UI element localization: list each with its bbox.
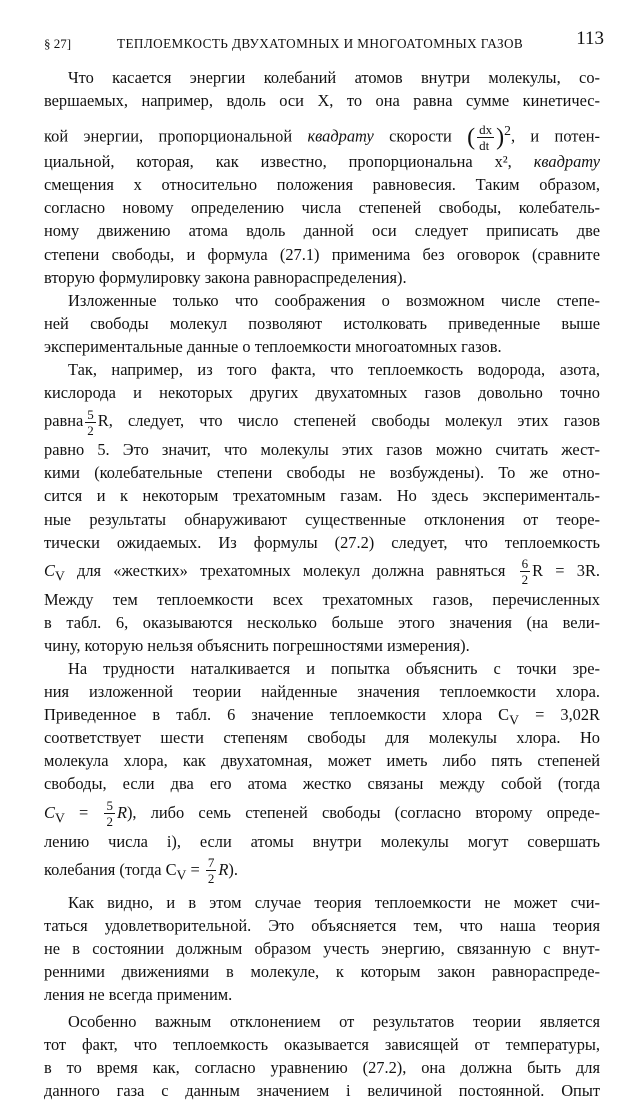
- text-line: вторую формулировку закона равнораспределения).: [44, 267, 407, 287]
- paragraph-5: [44, 891, 600, 1006]
- text-line: ней свободы молекул позволяют истолковать приведенные выше: [44, 313, 600, 333]
- text-line: кими (колебательные степени свободы не возбуждены). То же отно-: [44, 463, 600, 483]
- text-line: вершаемых, например, вдоль оси X, то она равна сумме кинетичес-: [44, 91, 600, 111]
- six-halves-fraction: $\frac{6}{2}$: [521, 556, 529, 588]
- text-line: в то время как, согласно уравнению (27.2), она должна быть для: [44, 1058, 600, 1078]
- text-line: Что касается энергии колебаний атомов внутри молекулы, со-: [68, 68, 600, 87]
- text-line: ния изложенной теории найденные значения теплоемкости хлора.: [44, 682, 600, 702]
- text-line: соответствует шести степеням свободы для молекулы хлора. Но: [44, 728, 600, 748]
- text-line: Особенно важным отклонением от результатов теории является: [68, 1012, 600, 1032]
- text-line: На трудности наталкивается и попытка объяснить с точки зре-: [68, 658, 600, 678]
- paragraph-4: [44, 657, 600, 887]
- text-line: циальной, которая, как известно, пропорциональна x², квадрату: [44, 152, 600, 172]
- running-title: ТЕПЛОЕМКОСТЬ ДВУХАТОМНЫХ И МНОГОАТОМНЫХ ГАЗОВ: [117, 36, 524, 51]
- page-number: 113: [576, 28, 604, 49]
- text-line: ления не всегда применим.: [44, 985, 233, 1004]
- text-line: лению числа i), если атомы внутри молекулы могут совершать: [44, 831, 600, 851]
- text-line: данного газа с данным значением i величиной постоянной. Опыт: [44, 1081, 600, 1101]
- text-line: смещения x относительно положения равновесия. Таким образом,: [44, 175, 600, 195]
- text-line: в табл. 6, оказываются несколько больше этого значения (на вели-: [44, 612, 600, 632]
- text-line: Так, например, из того факта, что теплоемкость водорода, азота,: [68, 360, 600, 380]
- text-line: не в состоянии должным образом учесть энергию, связанную с внут-: [44, 938, 600, 958]
- text-line: кислорода и некоторых других двухатомных газов довольно точно: [44, 383, 600, 403]
- text-line: молекула хлора, как двухатомная, может иметь либо пять степеней: [44, 751, 600, 771]
- five-halves-fraction: $\frac{5}{2}$: [106, 798, 113, 830]
- paragraph-1: [44, 66, 600, 289]
- text-line: свободы, если два его атома жестко связаны между собой (тогда: [44, 774, 600, 794]
- text-line: Между тем теплоемкости всех трехатомных газов, перечисленных: [44, 589, 600, 609]
- text-line: степени свободы, и формула (27.1) применима без оговорок (сравните: [44, 244, 600, 264]
- derivative-fraction: $\frac{dx}{dt}$: [479, 122, 493, 154]
- seven-halves-fraction: $\frac{7}{2}$: [207, 855, 215, 887]
- text-line: колебания (тогда $C_V$ = $\frac{7}{2}$ R).: [44, 855, 238, 887]
- text-line: сится и к некоторым трехатомным газам. Но здесь эксперименталь-: [44, 486, 600, 506]
- text-line: $C_V$ = $\frac{5}{2}$ R), либо семь степеней свободы (согласно второму опреде-: [44, 798, 600, 830]
- text-line: Как видно, и в этом случае теория теплоемкости не может счи-: [68, 892, 600, 912]
- section-marker: § 27]: [44, 36, 72, 51]
- text-line: экспериментальные данные о теплоемкости многоатомных газов.: [44, 336, 502, 356]
- running-header: [44, 30, 604, 56]
- body-text: [44, 66, 600, 1102]
- text-line: тот факт, что теплоемкость оказывается зависящей от температуры,: [44, 1035, 600, 1055]
- text-line: чину, которую нельзя объяснить погрешностями измерения).: [44, 635, 470, 655]
- paragraph-6: [44, 1010, 600, 1102]
- text-line: тически ожидаемых. Из формулы (27.2) следует, что теплоемкость: [44, 532, 600, 552]
- text-line: ные результаты обнаруживают существенные отклонения от теоре-: [44, 509, 600, 529]
- text-line: равна $\frac{5}{2}$ R, следует, что число степеней свободы молекул этих газов: [44, 406, 600, 438]
- text-line: согласно новому определению числа степеней свободы, колебатель-: [44, 198, 600, 218]
- text-line: $C_V$ для «жестких» трехатомных молекул должна равняться $\frac{6}{2}$ R = 3R.: [44, 556, 600, 588]
- text-line: равно 5. Это значит, что молекулы этих газов можно считать жест-: [44, 440, 600, 460]
- text-line: ному движению атома вдоль данной оси следует приписать две: [44, 221, 600, 241]
- paragraph-3: [44, 358, 600, 657]
- text-line: Приведенное в табл. 6 значение теплоемкости хлора $C_V = 3,02R$: [44, 705, 600, 728]
- text-line: кой энергии, пропорциональной квадрату скорости ( $\frac{dx}{dt}$ )$^2$, и потен-: [44, 122, 600, 154]
- text-line: Изложенные только что соображения о возможном числе степе-: [68, 290, 600, 310]
- paragraph-2: [44, 289, 600, 358]
- five-halves-fraction: $\frac{5}{2}$: [87, 406, 94, 438]
- text-line: ренними движениями в молекуле, к которым закон равнораспреде-: [44, 961, 600, 981]
- text-line: таться удовлетворительной. Это объясняется тем, что наша теория: [44, 915, 600, 935]
